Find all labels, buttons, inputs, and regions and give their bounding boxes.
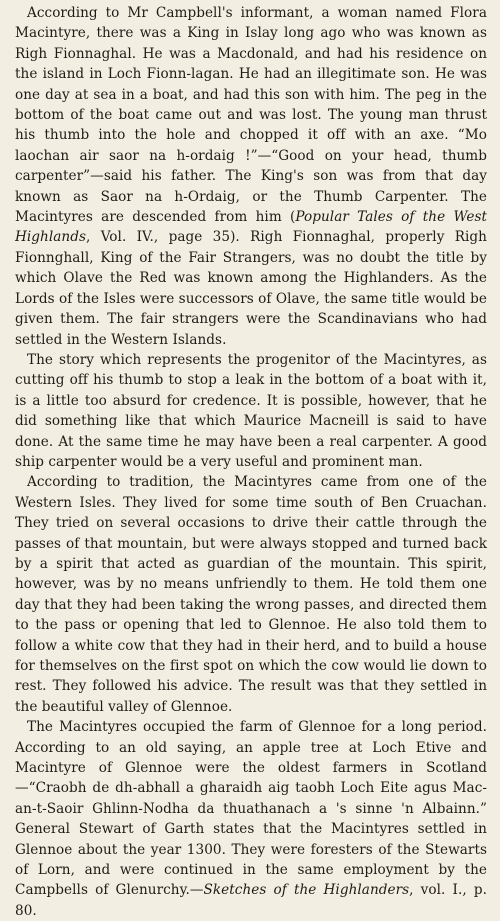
paragraph-3 — [15, 472, 487, 717]
paragraph-1 — [15, 3, 487, 350]
paragraph-2 — [15, 350, 487, 472]
book-title-sketches: Sketches of the Highlanders — [203, 882, 410, 899]
paragraph-3-text: According to tradition, the Macintyres came from one of the Western Isles. They lived for some time south of Ben Cruachan. They tried on several occasions to drive their cattle through the passes of that mountain, but were always stopped and turned back by a spirit that acted as guardian of the mountain. This spirit, however, was by no means unfriendly to them. He told them one day that they had been taking the wrong passes, and directed them to the pass or opening that led to Glennoe. He also told them to follow a white cow that they had in their herd, and to build a house for themselves on the first spot on which the cow would lie down to rest. They followed his advice. The result was that they settled in the beautiful valley of Glennoe. — [15, 474, 487, 715]
paragraph-4 — [15, 717, 487, 921]
paragraph-4-text-b: , vol. I., p. 80. — [15, 882, 487, 919]
paragraph-2-text: The story which represents the progenitor of the Macintyres, as cutting off his thumb to stop a leak in the bottom of a boat with it, is a little too absurd for credence. It is possible, however, that he did something like that which Maurice Macneill is said to have done. At the same time he may have been a real carpenter. A good ship carpenter would be a very useful and prominent man. — [15, 351, 487, 470]
paragraph-1-text-b: , Vol. IV., page 35). Righ Fionnaghal, properly Righ Fionnghall, King of the Fair Strangers, was no doubt the title by which Olave the Red was known among the Highlanders. As the Lords of the Isles were successors of Olave, the same title would be given them. The fair strangers were the Scandinavians who had settled in the Western Islands. — [15, 229, 487, 348]
document-page — [15, 3, 487, 919]
book-title-popular-tales: Popular Tales of the West Highlands — [15, 209, 487, 246]
paragraph-4-text-a: The Macintyres occupied the farm of Glennoe for a long period. According to an old saying, an apple tree at Loch Etive and Macintyre of Glennoe were the oldest farmers in Scotland—“Craobh de dh-abhall a gharaidh aig taobh Loch Eite agus Mac-an-t-Saoir Ghlinn-Nodha da thuathanach a 's sinne 'n Albainn.” General Stewart of Garth states that the Macintyres settled in Glennoe about the year 1300. They were foresters of the Stewarts of Lorn, and were continued in the same employment by the Campbells of Glenurchy.— — [15, 719, 487, 899]
paragraph-1-text-a: According to Mr Campbell's informant, a woman named Flora Macintyre, there was a King in Islay long ago who was known as Righ Fionnaghal. He was a Macdonald, and had his residence on the island in Loch Fionn-lagan. He had an illegitimate son. He was one day at sea in a boat, and had this son with him. The peg in the bottom of the boat came out and was lost. The young man thrust his thumb into the hole and chopped it off with an axe. “Mo laochan air saor na h-ordaig !”—“Good on your head, thumb carpenter”—said his father. The King's son was from that day known as Saor na h-Ordaig, or the Thumb Carpenter. The Macintyres are descended from him ( — [15, 5, 487, 226]
